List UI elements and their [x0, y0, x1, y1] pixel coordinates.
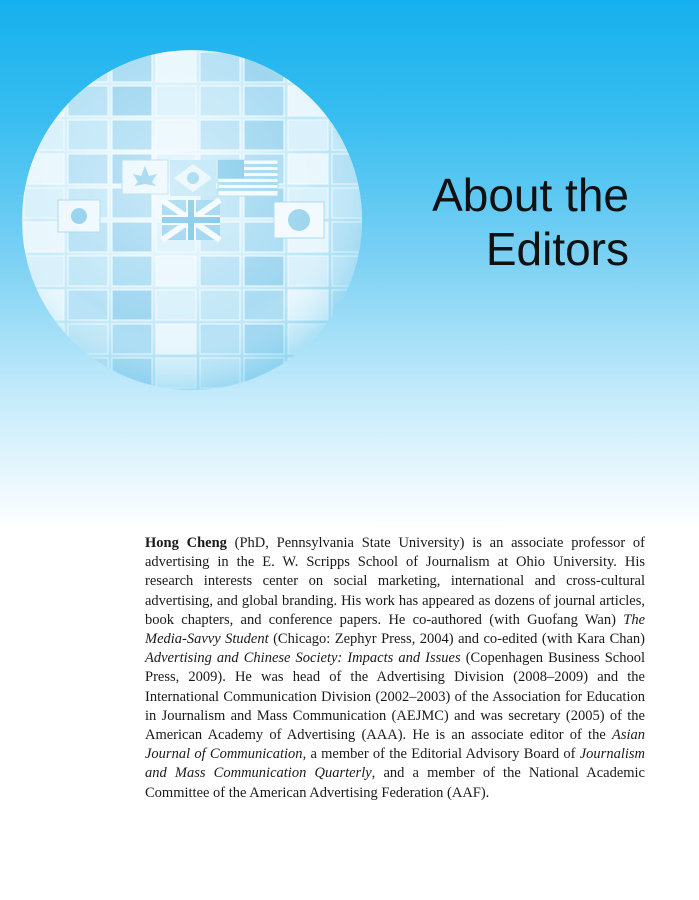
flag-globe-icon — [22, 50, 362, 390]
bio-text-5: , and a member of the National Academic Committee of the American Advertising Federation (AAF). — [145, 765, 645, 801]
editor-name: Hong Cheng — [145, 535, 227, 551]
bio-text-1: (PhD, Pennsylvania State University) is an associate professor of advertising in the E. W. Scripps School of Journalism at Ohio University. His research interests center on social marketing, international and cross-cultural advertising, and global branding. His work has appeared as dozens of journal articles, book chapters, and conference papers. He co-authored (with Guofang Wan) — [145, 535, 645, 628]
book-title-2: Advertising and Chinese Society: Impacts and Issues — [145, 650, 461, 667]
journal-title-1: Asian Journal of Communication — [145, 727, 645, 763]
bio-text-2: (Chicago: Zephyr Press, 2004) and co-edited (with Kara Chan) — [268, 631, 646, 648]
page-title — [432, 168, 629, 276]
bio-text-3: (Copenhagen Business School Press, 2009). He was head of the Advertising Division (2008–2009) and the International Communication Division (2002–2003) of the Association for Education in Journalism and Mass Communication (AEJMC) and was secretary (2005) of the American Academy of Advertising (AAA). He is an associate editor of the — [145, 650, 646, 744]
bio-text-4: , a member of the Editorial Advisory Board of — [302, 746, 580, 763]
book-title-1: The Media-Savvy Student — [145, 611, 645, 648]
flag-globe-artwork — [22, 50, 362, 390]
journal-title-2: Journalism and Mass Communication Quarterly — [145, 746, 645, 782]
title-line-1: About the — [432, 169, 629, 221]
editor-bio — [145, 534, 645, 803]
title-line-2: Editors — [485, 223, 629, 275]
